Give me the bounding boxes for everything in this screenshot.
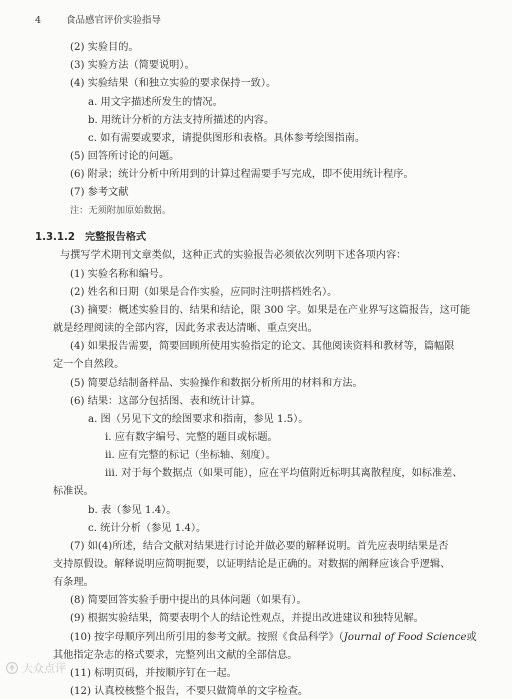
list-item: (5) 简要总结制备样品、实验操作和数据分析所用的材料和方法。 bbox=[70, 378, 363, 389]
list-item: c. 统计分析（参见 1.4）。 bbox=[88, 523, 207, 534]
list-item-text: 或 bbox=[466, 632, 477, 643]
list-item: (1) 实验名称和编号。 bbox=[70, 269, 170, 280]
list-item: (3) 摘要：概述实验目的、结果和结论，限 300 字。如果是在产业界写这篇报告，这可能 bbox=[70, 305, 471, 316]
list-item: (7) 参考文献 bbox=[70, 187, 129, 198]
section-title: 完整报告格式 bbox=[84, 232, 147, 243]
list-item-text: (10) 按字母顺序列出所引用的参考文献。按照《食品科学》（ bbox=[70, 632, 344, 643]
list-item: a. 图（另见下文的绘图要求和指南，参见 1.5）。 bbox=[88, 414, 309, 425]
list-item: (2) 姓名和日期（如果是合作实验，应同时注明搭档姓名）。 bbox=[70, 287, 338, 298]
list-item: (2) 实验目的。 bbox=[70, 42, 139, 53]
watermark-text: 大众点评 bbox=[22, 662, 66, 675]
list-item-continuation: 标准误。 bbox=[53, 486, 94, 497]
page-number: 4 bbox=[35, 15, 42, 26]
watermark-logo-icon bbox=[5, 661, 19, 675]
list-item: (12) 认真校核整个报告，不要只做简单的文字检查。 bbox=[70, 686, 309, 697]
list-item: (5) 回答所讨论的问题。 bbox=[70, 151, 180, 162]
section-heading bbox=[35, 231, 146, 245]
journal-name: Journal of Food Science bbox=[343, 632, 467, 643]
list-item: c. 如有需要或要求，请提供图形和表格。具体参考绘图指南。 bbox=[88, 133, 366, 144]
intro-paragraph: 与撰写学术期刊文章类似，这种正式的实验报告必须依次列明下述各项内容： bbox=[60, 250, 407, 261]
list-item-continuation: 定一个自然段。 bbox=[53, 359, 125, 370]
list-item: (6) 附录；统计分析中所用到的计算过程需要手写完成，即不使用统计程序。 bbox=[70, 169, 414, 180]
list-item: b. 用统计分析的方法支持所描述的内容。 bbox=[88, 115, 275, 126]
section-number: 1.3.1.2 bbox=[35, 232, 75, 243]
list-item: (11) 标明页码，并按顺序钉在一起。 bbox=[70, 668, 237, 679]
list-item: iii. 对于每个数据点（如果可能），应在平均值附近标明其离散程度，如标准差、 bbox=[105, 468, 463, 479]
list-item-continuation: 就是经理阅读的全部内容，因此务求表达清晰、重点突出。 bbox=[53, 323, 318, 334]
list-item: ii. 应有完整的标记（坐标轴、刻度）。 bbox=[105, 450, 276, 461]
list-item: (8) 简要回答实验手册中提出的具体问题（如果有）。 bbox=[70, 595, 307, 606]
list-item bbox=[70, 631, 477, 645]
list-item: (7) 如(4)所述，结合文献对结果进行讨论并做必要的解释说明。首先应表明结果是否 bbox=[70, 541, 449, 552]
note-text: 注：无须附加原始数据。 bbox=[70, 205, 172, 216]
running-title: 食品感官评价实验指导 bbox=[66, 15, 162, 26]
list-item: (4) 实验结果（和独立实验的要求保持一致）。 bbox=[70, 78, 277, 89]
list-item: a. 用文字描述所发生的情况。 bbox=[88, 97, 223, 108]
list-item: (4) 如果报告需要，简要回顾所使用实验指定的论文、其他阅读资料和教材等，篇幅限 bbox=[70, 341, 455, 352]
list-item: (3) 实验方法（简要说明）。 bbox=[70, 60, 195, 71]
list-item-continuation: 其他指定杂志的格式要求，完整列出文献的全部信息。 bbox=[53, 650, 298, 661]
list-item-continuation: 支持原假设。解释说明应简明扼要，以证明结论是正确的。对数据的阐释应该合乎逻辑、 bbox=[53, 559, 451, 570]
watermark bbox=[5, 660, 66, 676]
list-item: i. 应有数字编号、完整的题目或标题。 bbox=[105, 432, 278, 443]
list-item-continuation: 有条理。 bbox=[53, 577, 94, 588]
list-item: (6) 结果：这部分包括图、表和统计计算。 bbox=[70, 396, 261, 407]
list-item: (9) 根据实验结果，简要表明个人的结论性观点，并提出改进建议和独特见解。 bbox=[70, 613, 424, 624]
list-item: b. 表（参见 1.4）。 bbox=[88, 505, 177, 516]
